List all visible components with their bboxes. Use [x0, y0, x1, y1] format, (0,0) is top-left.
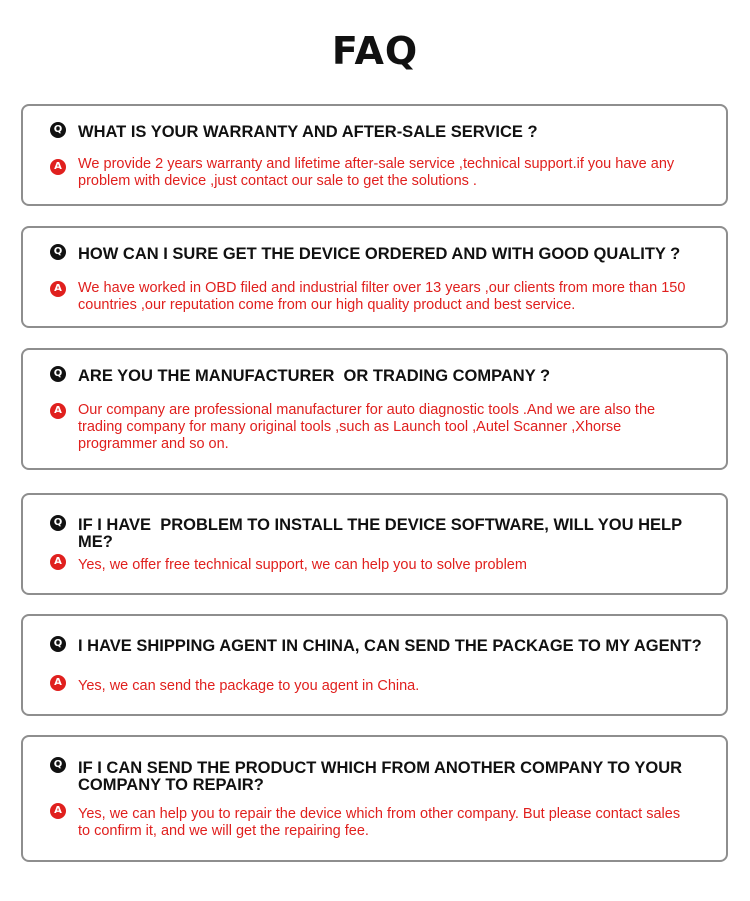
- question-icon: Q: [50, 757, 66, 773]
- faq-question: HOW CAN I SURE GET THE DEVICE ORDERED AND WITH GOOD QUALITY ?: [78, 245, 681, 263]
- faq-question: WHAT IS YOUR WARRANTY AND AFTER-SALE SERVICE ?: [78, 123, 538, 141]
- question-icon: Q: [50, 515, 66, 531]
- page-title: FAQ: [331, 29, 419, 73]
- faq-card-manufacturer: [21, 348, 728, 470]
- question-icon: Q: [50, 636, 66, 652]
- faq-card-repair: [21, 735, 728, 862]
- faq-answer: Our company are professional manufacturer for auto diagnostic tools .And we are also the trading company for many original tools ,such as Launch tool ,Autel Scanner ,Xhorse programmer and so on.: [78, 402, 656, 452]
- answer-icon: A: [50, 281, 66, 297]
- faq-question: I HAVE SHIPPING AGENT IN CHINA, CAN SEND THE PACKAGE TO MY AGENT?: [78, 637, 702, 655]
- answer-icon: A: [50, 675, 66, 691]
- faq-answer: Yes, we offer free technical support, we can help you to solve problem: [78, 557, 527, 573]
- answer-icon: A: [50, 159, 66, 175]
- faq-answer: We provide 2 years warranty and lifetime after-sale service ,technical support.if you have any problem with device ,just contact our sale to get the solutions .: [78, 156, 675, 189]
- faq-question: ARE YOU THE MANUFACTURER OR TRADING COMPANY ?: [78, 367, 551, 385]
- faq-question: IF I CAN SEND THE PRODUCT WHICH FROM ANOTHER COMPANY TO YOUR COMPANY TO REPAIR?: [78, 759, 687, 794]
- faq-answer: We have worked in OBD filed and industrial filter over 13 years ,our clients from more than 150 countries ,our reputation come from our high quality product and best service.: [78, 280, 686, 313]
- faq-card-warranty: [21, 104, 728, 206]
- answer-icon: A: [50, 554, 66, 570]
- answer-icon: A: [50, 803, 66, 819]
- faq-card-quality: [21, 226, 728, 328]
- question-icon: Q: [50, 366, 66, 382]
- question-icon: Q: [50, 244, 66, 260]
- answer-icon: A: [50, 403, 66, 419]
- faq-answer: Yes, we can help you to repair the device which from other company. But please contact sales to confirm it, and we will get the repairing fee.: [78, 806, 681, 839]
- question-icon: Q: [50, 122, 66, 138]
- faq-question: IF I HAVE PROBLEM TO INSTALL THE DEVICE SOFTWARE, WILL YOU HELP ME?: [78, 516, 687, 551]
- faq-card-software-support: [21, 493, 728, 595]
- faq-card-shipping-agent: [21, 614, 728, 716]
- faq-answer: Yes, we can send the package to you agent in China.: [78, 678, 420, 694]
